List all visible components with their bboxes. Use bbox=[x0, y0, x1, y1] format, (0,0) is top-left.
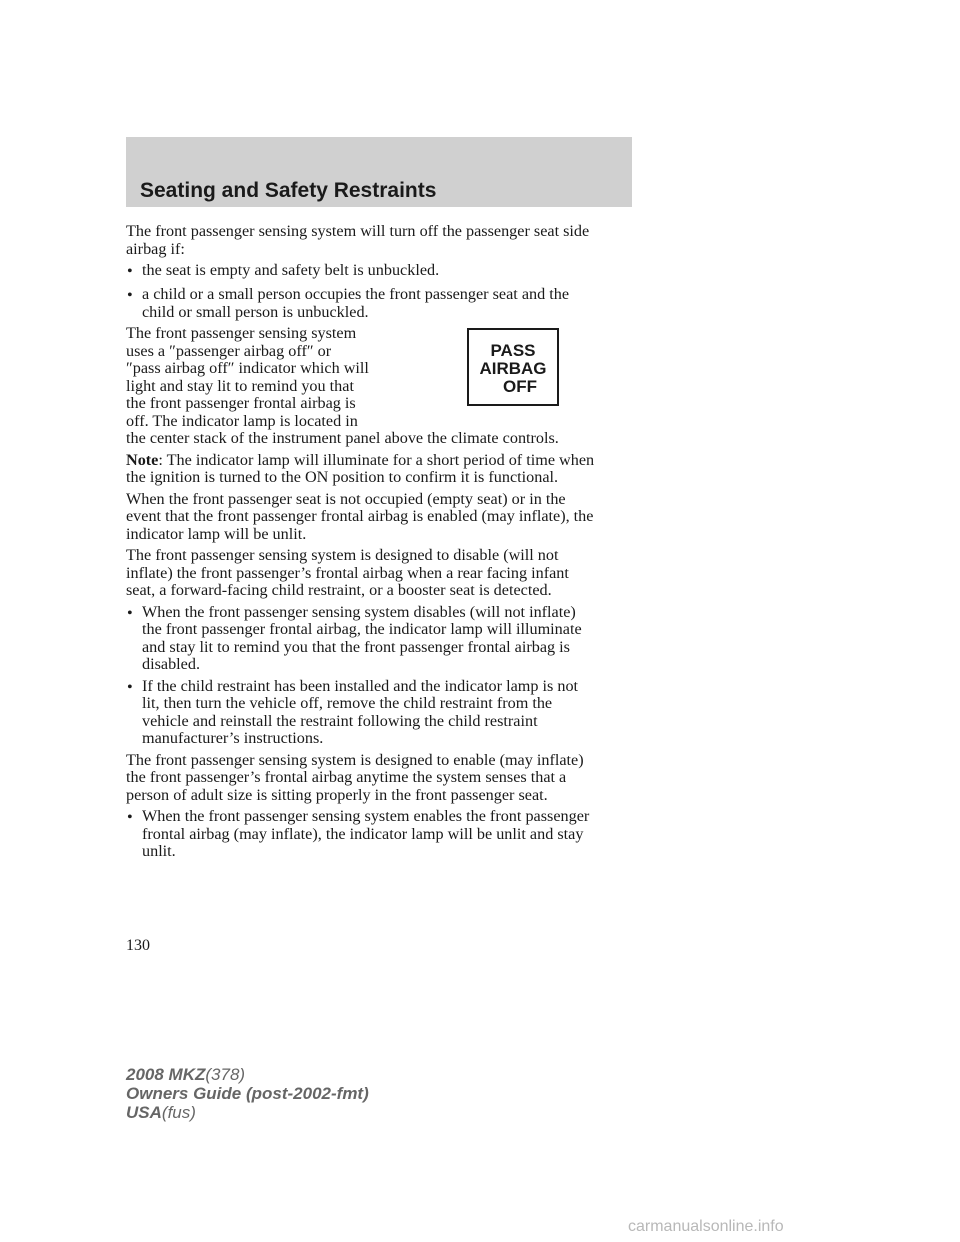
footer-market-line bbox=[126, 1103, 196, 1122]
note-label: Note bbox=[126, 451, 159, 469]
indicator-paragraph-line-6: off. The indicator lamp is located in bbox=[126, 412, 358, 430]
unlit-paragraph-line-2: event that the front passenger frontal airbag is enabled (may inflate), the bbox=[126, 507, 594, 525]
indicator-paragraph-line-2: uses a ″passenger airbag off″ or bbox=[126, 342, 332, 360]
watermark: carmanualsonline.info bbox=[628, 1218, 784, 1235]
intro-line-2: airbag if: bbox=[126, 240, 185, 258]
disable-bullet-1-line-2: the front passenger frontal airbag, the indicator lamp will illuminate bbox=[142, 620, 582, 638]
disable-bullet-1-line-3: and stay lit to remind you that the front passenger frontal airbag is bbox=[142, 638, 570, 656]
lamp-label-line-3: OFF bbox=[503, 377, 537, 396]
footer-guide-line bbox=[126, 1084, 369, 1103]
disable-bullet-2-line-2: lit, then turn the vehicle off, remove the child restraint from the bbox=[142, 694, 553, 712]
enable-bullet-1-line-1: When the front passenger sensing system enables the front passenger bbox=[142, 807, 590, 825]
bullet-icon: • bbox=[127, 604, 133, 622]
bullet-icon: • bbox=[127, 262, 133, 280]
section-title: Seating and Safety Restraints bbox=[140, 179, 437, 202]
indicator-paragraph-line-5: the front passenger frontal airbag is bbox=[126, 394, 356, 412]
footer-market: USA bbox=[126, 1103, 162, 1122]
unlit-paragraph-line-1: When the front passenger seat is not occupied (empty seat) or in the bbox=[126, 490, 566, 508]
footer-model: 2008 MKZ bbox=[126, 1065, 206, 1084]
disable-bullet-1-line-1: When the front passenger sensing system disables (will not inflate) bbox=[142, 603, 576, 621]
unlit-paragraph-line-3: indicator lamp will be unlit. bbox=[126, 525, 307, 543]
enable-paragraph-line-3: person of adult size is sitting properly in the front passenger seat. bbox=[126, 786, 548, 804]
disable-bullet-2-line-3: vehicle and reinstall the restraint following the child restraint bbox=[142, 712, 538, 730]
indicator-paragraph-line-7: the center stack of the instrument panel above the climate controls. bbox=[126, 429, 559, 447]
footer-market-code: (fus) bbox=[161, 1103, 196, 1122]
indicator-paragraph-line-4: light and stay lit to remind you that bbox=[126, 377, 354, 395]
pass-airbag-off-indicator-icon bbox=[467, 328, 559, 406]
disable-paragraph-line-2: inflate) the front passenger’s frontal airbag when a rear facing infant bbox=[126, 564, 569, 582]
note-line-1 bbox=[126, 452, 594, 470]
bullet-icon: • bbox=[127, 808, 133, 826]
footer-guide: Owners Guide (post-2002-fmt) bbox=[126, 1084, 369, 1103]
enable-paragraph-line-2: the front passenger’s frontal airbag anytime the system senses that a bbox=[126, 768, 567, 786]
condition-1-line-1: the seat is empty and safety belt is unbuckled. bbox=[142, 261, 440, 279]
lamp-label-line-2: AIRBAG bbox=[479, 359, 547, 378]
footer-model-line bbox=[126, 1065, 245, 1084]
condition-2-line-2: child or small person is unbuckled. bbox=[142, 303, 369, 321]
section-header-band bbox=[126, 137, 632, 207]
condition-2-line-1: a child or a small person occupies the front passenger seat and the bbox=[142, 285, 570, 303]
intro-line-1: The front passenger sensing system will turn off the passenger seat side bbox=[126, 222, 590, 240]
lamp-label-line-1: PASS bbox=[490, 341, 536, 360]
indicator-paragraph-line-1: The front passenger sensing system bbox=[126, 324, 357, 342]
disable-paragraph-line-1: The front passenger sensing system is designed to disable (will not bbox=[126, 546, 559, 564]
enable-bullet-1-line-3: unlit. bbox=[142, 842, 176, 860]
page-number: 130 bbox=[126, 937, 150, 954]
indicator-paragraph-line-3: ″pass airbag off″ indicator which will bbox=[126, 359, 369, 377]
bullet-icon: • bbox=[127, 286, 133, 304]
disable-bullet-2-line-4: manufacturer’s instructions. bbox=[142, 729, 324, 747]
note-text: : The indicator lamp will illuminate for a short period of time when bbox=[158, 451, 595, 469]
disable-bullet-1-line-4: disabled. bbox=[142, 655, 200, 673]
bullet-icon: • bbox=[127, 678, 133, 696]
enable-paragraph-line-1: The front passenger sensing system is designed to enable (may inflate) bbox=[126, 751, 584, 769]
footer-model-code: (378) bbox=[205, 1065, 246, 1084]
note-line-2: the ignition is turned to the ON position to confirm it is functional. bbox=[126, 468, 559, 486]
disable-bullet-2-line-1: If the child restraint has been installed and the indicator lamp is not bbox=[142, 677, 579, 695]
disable-paragraph-line-3: seat, a forward-facing child restraint, or a booster seat is detected. bbox=[126, 581, 552, 599]
enable-bullet-1-line-2: frontal airbag (may inflate), the indicator lamp will be unlit and stay bbox=[142, 825, 584, 843]
